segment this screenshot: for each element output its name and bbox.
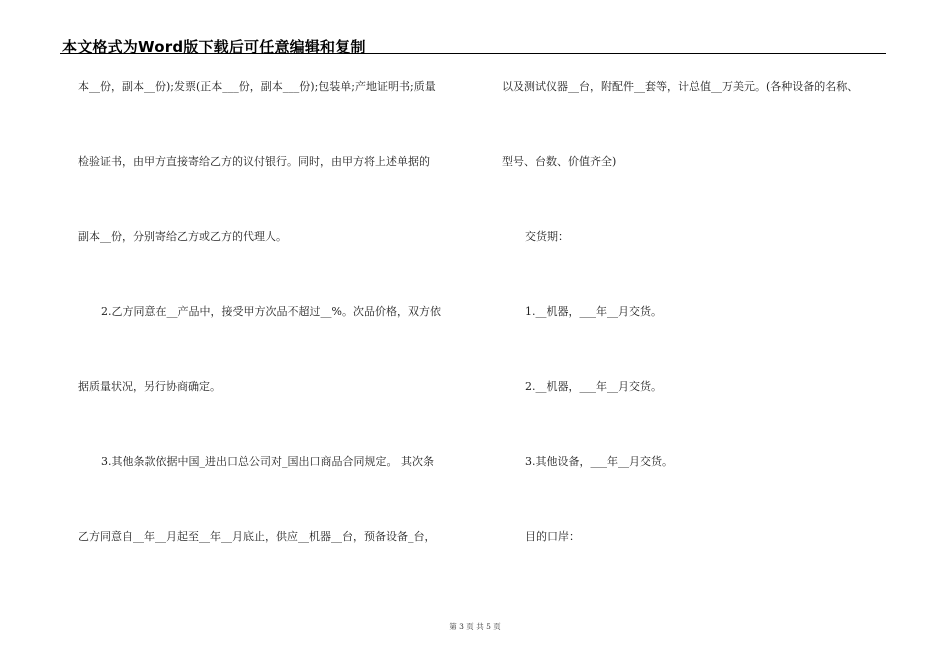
left-line-2: 检验证书，由甲方直接寄给乙方的议付银行。同时，由甲方将上述单据的 <box>78 155 430 168</box>
header-divider <box>60 53 886 54</box>
right-line-4: 1.__机器，___年__月交货。 <box>525 305 662 318</box>
right-line-3: 交货期： <box>525 230 569 243</box>
right-line-6: 3.其他设备，___年__月交货。 <box>525 455 673 468</box>
page-header-title: 本文格式为Word版下载后可任意编辑和复制 <box>62 38 366 56</box>
right-line-1: 以及测试仪器__台，附配件__套等，计总值__万美元。(各种设备的名称、 <box>502 80 859 93</box>
right-line-2: 型号、台数、价值齐全) <box>502 155 617 168</box>
left-line-7: 乙方同意自__年__月起至__年__月底止，供应__机器__台，预备设备_台， <box>78 530 436 543</box>
right-line-5: 2.__机器，___年__月交货。 <box>525 380 662 393</box>
page-number: 第 3 页 共 5 页 <box>449 622 501 631</box>
right-line-7: 目的口岸： <box>525 530 580 543</box>
left-line-1: 本__份，副本__份);发票(正本___份，副本___份);包装单;产地证明书;质量 <box>78 80 436 93</box>
left-line-5: 据质量状况，另行协商确定。 <box>78 380 221 393</box>
left-line-3: 副本__份，分别寄给乙方或乙方的代理人。 <box>78 230 287 243</box>
left-line-4: 2.乙方同意在__产品中，接受甲方次品不超过__%。次品价格，双方依 <box>101 305 441 318</box>
left-line-6: 3.其他条款依据中国_进出口总公司对_国出口商品合同规定。 其次条 <box>101 455 434 468</box>
